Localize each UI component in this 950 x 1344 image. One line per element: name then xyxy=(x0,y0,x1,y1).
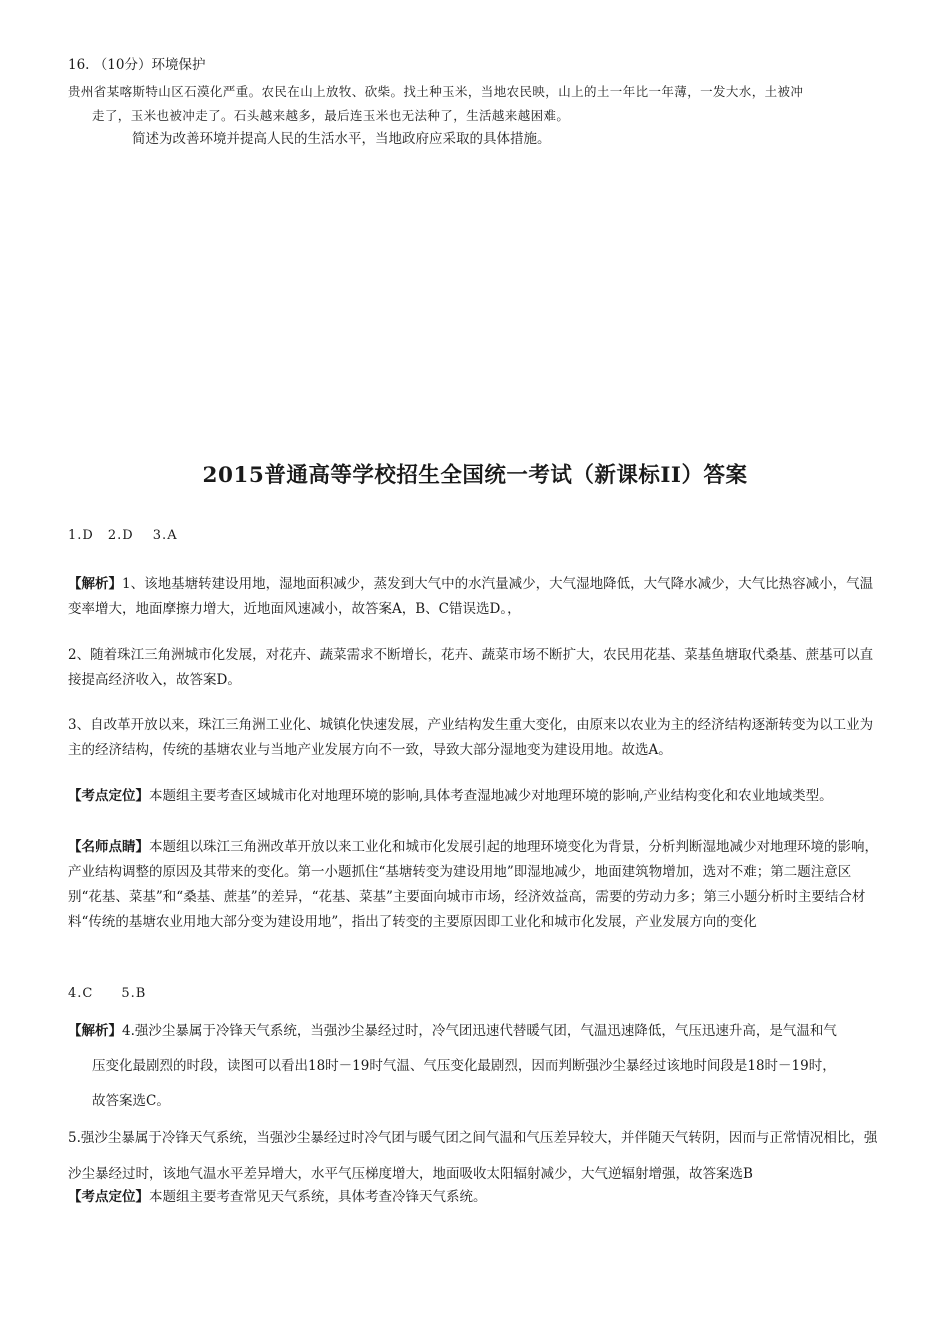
analysis-1-text: 1、该地基塘转建设用地，湿地面积减少，蒸发到大气中的水汽量减少，大气湿地降低，大气降水减少，大气比热容减小，气温变率增大，地面摩擦力增大，近地面风速减小，故答案A，B、C错误选D。， xyxy=(68,576,874,617)
kaodian-1 xyxy=(68,787,883,806)
analysis-1 xyxy=(68,572,883,622)
kaodian-tag: 【考点定位】 xyxy=(68,1189,149,1205)
analysis-4-line1: 4.强沙尘暴属于冷锋天气系统，当强沙尘暴经过时，冷气团迅速代替暖气团，气温迅速降低，气压迅速升高，是气温和气 xyxy=(122,1023,837,1039)
question-header: 16. （10分）环境保护 xyxy=(68,57,206,73)
question-ask: 简述为改善环境并提高人民的生活水平，当地政府应采取的具体措施。 xyxy=(132,131,551,147)
mingshi-tag: 【名师点睛】 xyxy=(68,839,149,855)
kaodian-2 xyxy=(68,1188,883,1207)
analysis-4-line3: 故答案选C。 xyxy=(92,1093,170,1109)
analysis-5: 5.强沙尘暴属于冷锋天气系统，当强沙尘暴经过时冷气团与暖气团之间气温和气压差异较大，并伴随天气转阴，因而与正常情况相比，强沙尘暴经过时，该地气温水平差异增大，水平气压梯度增大，地面吸收太阳辐射减少，大气逆辐射增强，故答案选B xyxy=(68,1130,878,1182)
kaodian-2-text: 本题组主要考查常见天气系统，具体考查冷锋天气系统。 xyxy=(149,1189,487,1205)
analysis-4-line2: 压变化最剧烈的时段，读图可以看出18时－19时气温、气压变化最剧烈，因而判断强沙尘暴经过该地时间段是18时－19时， xyxy=(92,1058,836,1074)
question-paragraph-line2: 走了，玉米也被冲走了。石头越来越多，最后连玉米也无法种了，生活越来越困难。 xyxy=(92,108,570,123)
answers-1-3: 1.D 2.D 3.A xyxy=(68,528,178,543)
kaodian-tag: 【考点定位】 xyxy=(68,788,149,804)
analysis-tag: 【解析】 xyxy=(68,1023,122,1039)
mingshi-dianjing xyxy=(68,835,883,935)
answers-4-5: 4.C 5.B xyxy=(68,986,147,1001)
answer-title: 2015普通高等学校招生全国统一考试（新课标II）答案 xyxy=(202,463,748,488)
question-paragraph-line1: 贵州省某喀斯特山区石漠化严重。农民在山上放牧、砍柴。找土种玉米，当地农民映，山上的土一年比一年薄，一发大水，土被冲 xyxy=(68,84,804,99)
analysis-tag: 【解析】 xyxy=(68,576,122,592)
question-paragraph xyxy=(68,80,883,128)
analysis-4 xyxy=(68,1014,883,1119)
mingshi-text: 本题组以珠江三角洲改革开放以来工业化和城市化发展引起的地理环境变化为背景，分析判断湿地减少对地理环境的影响，产业结构调整的原因及其带来的变化。第一小题抓住“基塘转变为建设用地”即湿地减少，地面建筑物增加，选对不难；第二题注意区别“花基、菜基”和“桑基、蔗基”的差异，“花基、菜基”主要面向城市市场，经济效益高，需要的劳动力多；第三小题分析时主要结合材料“传统的基塘农业用地大部分变为建设用地”，指出了转变的主要原因即工业化和城市化发展，产业发展方向的变化 xyxy=(68,839,878,930)
kaodian-1-text: 本题组主要考查区域城市化对地理环境的影响,具体考查湿地减少对地理环境的影响,产业结构变化和农业地域类型。 xyxy=(149,788,833,804)
analysis-4-line1-wrap xyxy=(68,1023,837,1039)
analysis-3: 3、自改革开放以来，珠江三角洲工业化、城镇化快速发展，产业结构发生重大变化，由原来以农业为主的经济结构逐渐转变为以工业为主的经济结构，传统的基塘农业与当地产业发展方向不一致，导致大部分湿地变为建设用地。故选A。 xyxy=(68,717,874,758)
analysis-2: 2、随着珠江三角洲城市化发展，对花卉、蔬菜需求不断增长，花卉、蔬菜市场不断扩大，农民用花基、菜基鱼塘取代桑基、蔗基可以直接提高经济收入，故答案D。 xyxy=(68,647,874,688)
